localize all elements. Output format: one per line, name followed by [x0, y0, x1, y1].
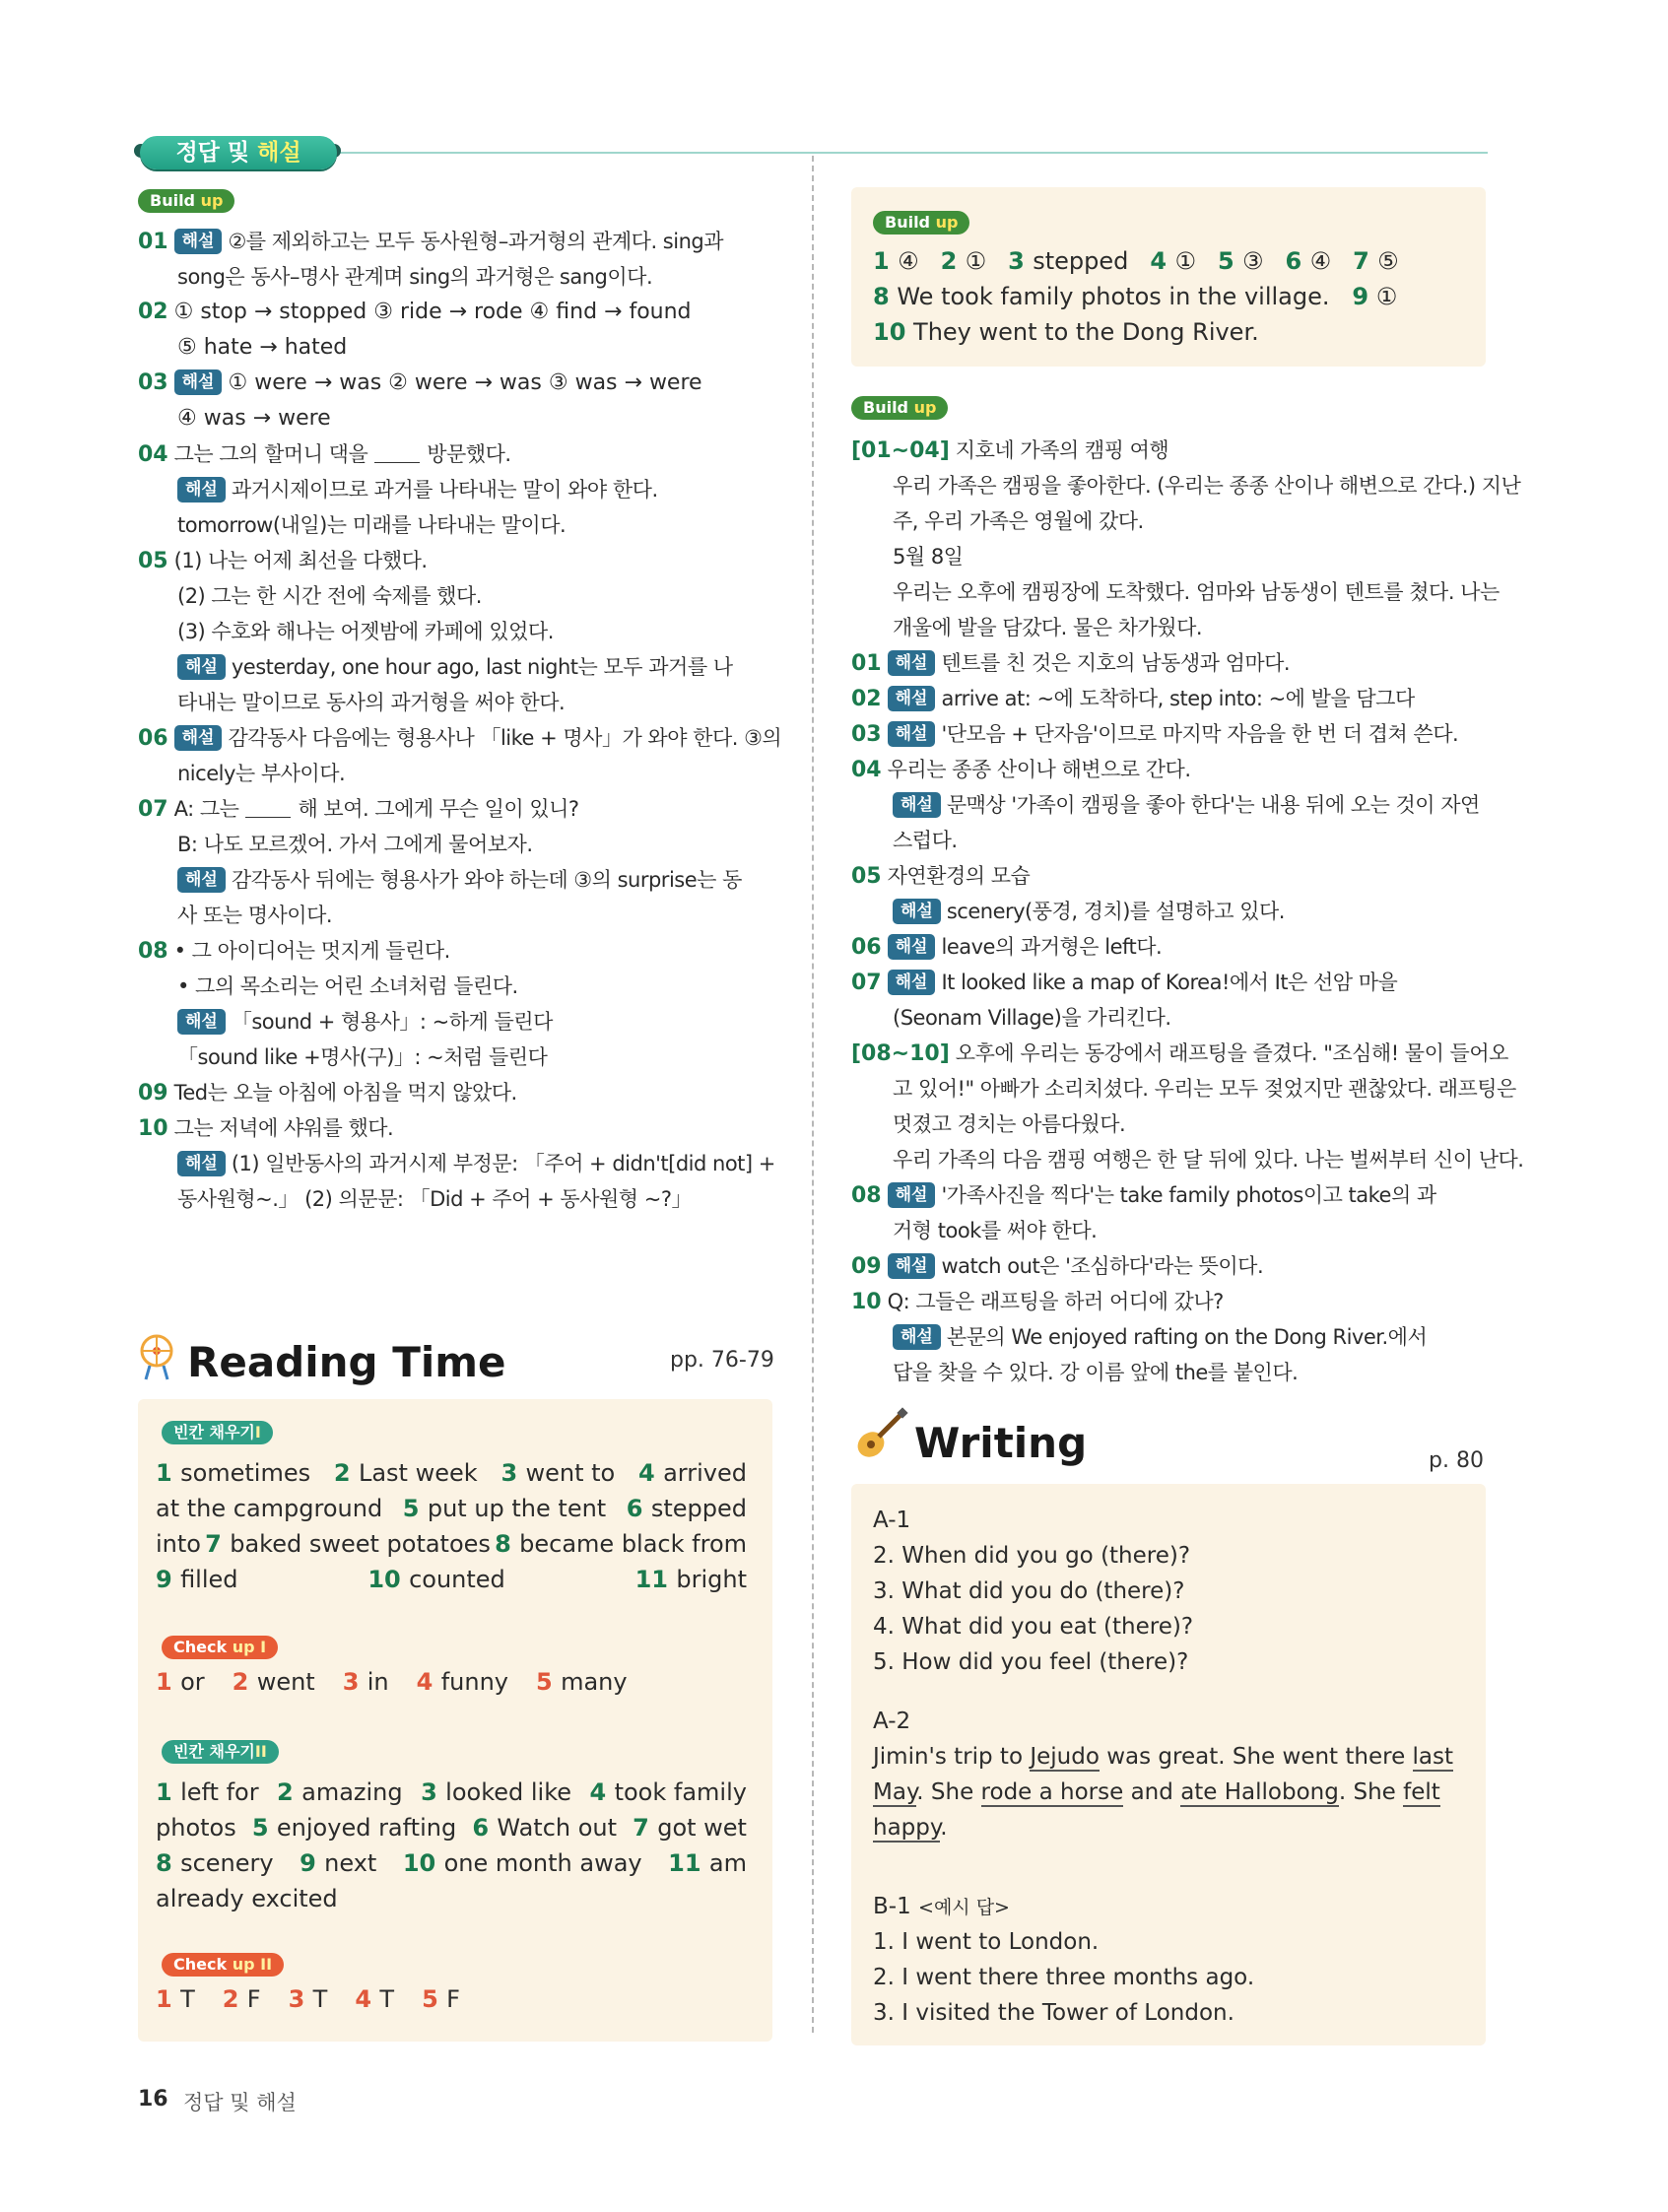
answer-row [156, 1458, 747, 1488]
answer-row [156, 1984, 460, 2014]
list-item: 4. What did you eat (there)? [873, 1614, 1194, 1640]
answer-item: at the campground [156, 1495, 383, 1522]
fill2-tag: 빈칸 채우기II [162, 1740, 279, 1764]
answer-item: 5 many [536, 1668, 628, 1696]
answer-item: 8 became black from [495, 1530, 747, 1558]
list-item: 2. I went there three months ago. [873, 1965, 1255, 1990]
build1-item: 7 ⑤ [1353, 247, 1399, 275]
writing-panel [851, 1484, 1486, 2045]
reading-time-title: Reading Time [187, 1338, 506, 1386]
build1-row1 [873, 246, 1421, 276]
answer-item: 5 put up the tent [402, 1495, 607, 1522]
build-up-tag: Build up [873, 211, 969, 235]
answer-row [156, 1777, 747, 1807]
answer-item: 11 am [668, 1849, 747, 1877]
build1-row2: 8 We took family photos in the village. 9 ① [873, 283, 1398, 310]
answer-item: into [156, 1530, 201, 1558]
answer-item: 1 or [156, 1668, 205, 1696]
build1-item: 2 ① [940, 247, 987, 275]
answer-row [156, 1494, 747, 1523]
build1-item: 5 ③ [1217, 247, 1264, 275]
section-badge: 정답 및 해설 [140, 136, 337, 169]
answer-item: 9 next [300, 1849, 377, 1877]
column-divider [812, 156, 814, 2033]
answer-row [156, 1565, 747, 1594]
list-item: 1. I went to London. [873, 1929, 1100, 1955]
a1-label: A-1 [873, 1508, 911, 1533]
a2-line1: Jimin's trip to Jejudo was great. She went there last [873, 1744, 1454, 1770]
answer-item: 8 scenery [156, 1849, 274, 1877]
ferris-wheel-icon [138, 1332, 175, 1381]
footer-label: 정답 및 해설 [183, 2091, 297, 2114]
answer-item: 4 arrived [638, 1459, 747, 1487]
header-rule [325, 152, 1488, 154]
answer-item: 11 bright [634, 1566, 747, 1593]
list-item: 3. I visited the Tower of London. [873, 2000, 1234, 2026]
answer-item: 1 sometimes [156, 1459, 311, 1487]
build1-item: 1 ④ [873, 247, 919, 275]
answer-item: 7 got wet [633, 1814, 747, 1842]
answer-item: 3 went to [500, 1459, 616, 1487]
answer-item: 4 funny [416, 1668, 509, 1696]
answer-item: 6 Watch out [472, 1814, 618, 1842]
build-up-tag-2: Build up [851, 396, 948, 420]
answer-item: 2 went [232, 1668, 315, 1696]
list-item: 5. How did you feel (there)? [873, 1649, 1189, 1675]
build1-row3: 10 They went to the Dong River. [873, 318, 1259, 346]
reading-pages: pp. 76-79 [670, 1348, 774, 1373]
build1-item: 6 ④ [1285, 247, 1332, 275]
answer-item: 7 baked sweet potatoes [205, 1530, 491, 1558]
answer-item: 2 F [222, 1985, 261, 2013]
answer-item: 4 took family [589, 1778, 747, 1806]
answer-item: 10 counted [367, 1566, 505, 1593]
writing-page: p. 80 [1429, 1448, 1484, 1473]
b1-label: B-1 <예시 답> [873, 1894, 1010, 1919]
list-item: 2. When did you go (there)? [873, 1543, 1191, 1569]
answer-item: 2 amazing [277, 1778, 403, 1806]
check2-tag: Check up II [162, 1953, 284, 1977]
answer-row [156, 1813, 747, 1843]
answer-row [156, 1884, 747, 1913]
build1-item: 4 ① [1150, 247, 1196, 275]
answer-item: 2 Last week [333, 1459, 478, 1487]
a2-label: A-2 [873, 1709, 911, 1734]
answer-item: 9 filled [156, 1566, 238, 1593]
build-up-tag-left: Build up [138, 189, 234, 213]
answer-item: 1 T [156, 1985, 195, 2013]
answer-item: 5 F [422, 1985, 460, 2013]
guitar-icon [851, 1407, 910, 1462]
answer-item: 10 one month away [402, 1849, 642, 1877]
answer-item: 1 left for [156, 1778, 259, 1806]
a2-line2: May. She rode a horse and ate Hallobong. She felt [873, 1779, 1440, 1805]
answer-row [156, 1667, 628, 1697]
answer-item: 3 in [342, 1668, 389, 1696]
build1-item: 3 stepped [1008, 247, 1129, 275]
answer-item: 5 enjoyed rafting [251, 1814, 457, 1842]
fill1-tag: 빈칸 채우기I [162, 1421, 273, 1444]
answer-row [156, 1848, 747, 1878]
answer-row [156, 1529, 747, 1559]
check1-tag: Check up I [162, 1636, 278, 1659]
a2-line3: happy. [873, 1815, 948, 1841]
writing-title: Writing [914, 1419, 1088, 1467]
answer-item: 3 T [288, 1985, 328, 2013]
page-number: 16 [138, 2087, 168, 2111]
answer-item: 3 looked like [421, 1778, 572, 1806]
answer-item: already excited [156, 1885, 338, 1912]
reading-panel [138, 1399, 772, 2042]
answer-item: 6 stepped [626, 1495, 747, 1522]
build-up-panel-1 [851, 187, 1486, 367]
answer-item: photos [156, 1814, 236, 1842]
list-item: 3. What did you do (there)? [873, 1578, 1185, 1604]
answer-item: 4 T [355, 1985, 395, 2013]
